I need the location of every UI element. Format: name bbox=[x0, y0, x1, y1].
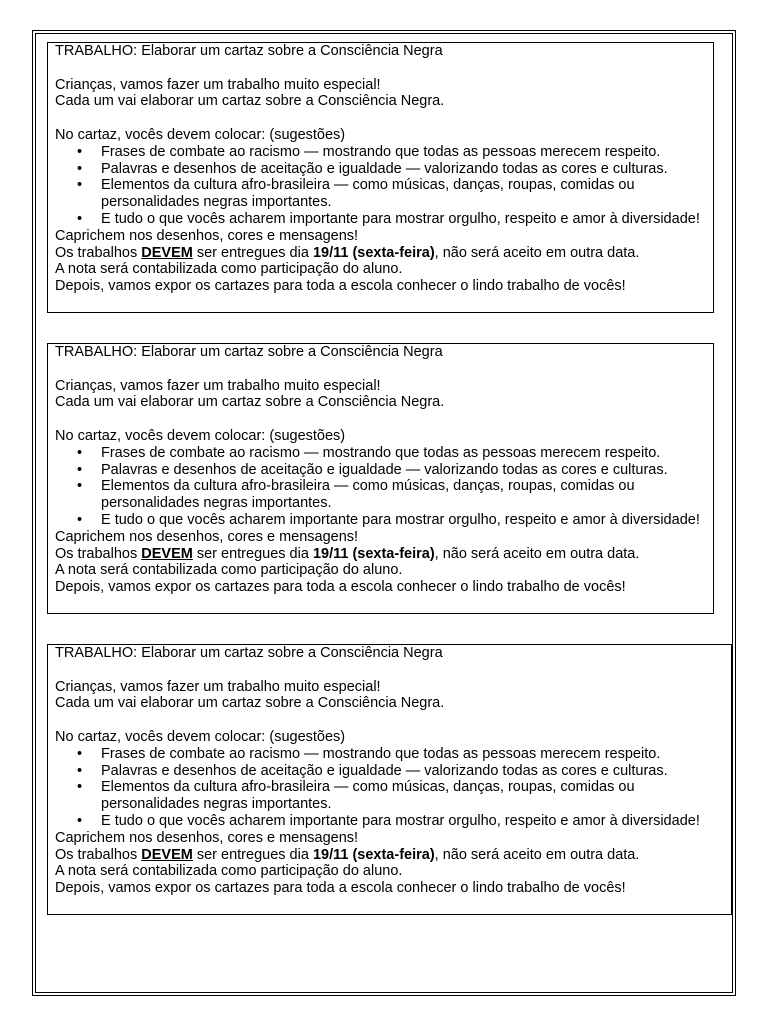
deadline-line: Os trabalhos DEVEM ser entregues dia 19/11 (sexta-feira), não será aceito em outra data. bbox=[55, 846, 640, 863]
intro-line: Crianças, vamos fazer um trabalho muito especial! bbox=[55, 678, 381, 695]
card-title: TRABALHO: Elaborar um cartaz sobre a Consciência Negra bbox=[55, 344, 443, 360]
grade-note: A nota será contabilizada como participação do aluno. bbox=[55, 562, 403, 579]
intro-line: Cada um vai elaborar um cartaz sobre a Consciência Negra. bbox=[55, 695, 445, 712]
list-item: • Palavras e desenhos de aceitação e igualdade — valorizando todas as cores e culturas. bbox=[101, 462, 709, 479]
list-heading: No cartaz, vocês devem colocar: (sugestões) bbox=[55, 126, 346, 143]
suggestion-list bbox=[55, 746, 727, 830]
suggestion-list bbox=[55, 144, 709, 228]
intro-line: Crianças, vamos fazer um trabalho muito especial! bbox=[55, 76, 381, 93]
list-item: • Frases de combate ao racismo — mostrando que todas as pessoas merecem respeito. bbox=[101, 746, 727, 763]
must-emphasis: DEVEM bbox=[141, 545, 193, 562]
must-emphasis: DEVEM bbox=[141, 846, 193, 863]
deadline-line: Os trabalhos DEVEM ser entregues dia 19/11 (sexta-feira), não será aceito em outra data. bbox=[55, 244, 640, 261]
list-item: • Elementos da cultura afro-brasileira — como músicas, danças, roupas, comidas ou personalidades negras importantes. bbox=[101, 779, 727, 813]
grade-note: A nota será contabilizada como participação do aluno. bbox=[55, 863, 403, 880]
list-item: • E tudo o que vocês acharem importante para mostrar orgulho, respeito e amor à diversidade! bbox=[101, 512, 709, 529]
grade-note: A nota será contabilizada como participação do aluno. bbox=[55, 261, 403, 278]
intro-line: Crianças, vamos fazer um trabalho muito especial! bbox=[55, 377, 381, 394]
list-item: • E tudo o que vocês acharem importante para mostrar orgulho, respeito e amor à diversidade! bbox=[101, 211, 709, 228]
list-item: • Elementos da cultura afro-brasileira — como músicas, danças, roupas, comidas ou personalidades negras importantes. bbox=[101, 177, 709, 211]
exhibit-note: Depois, vamos expor os cartazes para toda a escola conhecer o lindo trabalho de vocês! bbox=[55, 278, 626, 295]
list-item: • Palavras e desenhos de aceitação e igualdade — valorizando todas as cores e culturas. bbox=[101, 161, 709, 178]
card-title: TRABALHO: Elaborar um cartaz sobre a Consciência Negra bbox=[55, 645, 443, 661]
list-heading: No cartaz, vocês devem colocar: (sugestões) bbox=[55, 427, 346, 444]
must-emphasis: DEVEM bbox=[141, 244, 193, 261]
closing-line: Caprichem nos desenhos, cores e mensagens! bbox=[55, 227, 359, 244]
card-title: TRABALHO: Elaborar um cartaz sobre a Consciência Negra bbox=[55, 43, 443, 59]
list-item: • Palavras e desenhos de aceitação e igualdade — valorizando todas as cores e culturas. bbox=[101, 763, 727, 780]
exhibit-note: Depois, vamos expor os cartazes para toda a escola conhecer o lindo trabalho de vocês! bbox=[55, 880, 626, 897]
assignment-card-2 bbox=[47, 343, 714, 614]
suggestion-list bbox=[55, 445, 709, 529]
deadline-line: Os trabalhos DEVEM ser entregues dia 19/11 (sexta-feira), não será aceito em outra data. bbox=[55, 545, 640, 562]
list-item: • Frases de combate ao racismo — mostrando que todas as pessoas merecem respeito. bbox=[101, 144, 709, 161]
closing-line: Caprichem nos desenhos, cores e mensagens! bbox=[55, 528, 359, 545]
deadline-date: 19/11 (sexta-feira) bbox=[312, 244, 435, 261]
list-item: • E tudo o que vocês acharem importante para mostrar orgulho, respeito e amor à diversidade! bbox=[101, 813, 727, 830]
exhibit-note: Depois, vamos expor os cartazes para toda a escola conhecer o lindo trabalho de vocês! bbox=[55, 579, 626, 596]
intro-line: Cada um vai elaborar um cartaz sobre a Consciência Negra. bbox=[55, 93, 445, 110]
assignment-card-1 bbox=[47, 42, 714, 313]
list-item: • Frases de combate ao racismo — mostrando que todas as pessoas merecem respeito. bbox=[101, 445, 709, 462]
intro-line: Cada um vai elaborar um cartaz sobre a Consciência Negra. bbox=[55, 394, 445, 411]
assignment-card-3 bbox=[47, 644, 732, 915]
list-item: • Elementos da cultura afro-brasileira — como músicas, danças, roupas, comidas ou personalidades negras importantes. bbox=[101, 478, 709, 512]
closing-line: Caprichem nos desenhos, cores e mensagens! bbox=[55, 829, 359, 846]
list-heading: No cartaz, vocês devem colocar: (sugestões) bbox=[55, 728, 346, 745]
deadline-date: 19/11 (sexta-feira) bbox=[312, 545, 435, 562]
deadline-date: 19/11 (sexta-feira) bbox=[312, 846, 435, 863]
